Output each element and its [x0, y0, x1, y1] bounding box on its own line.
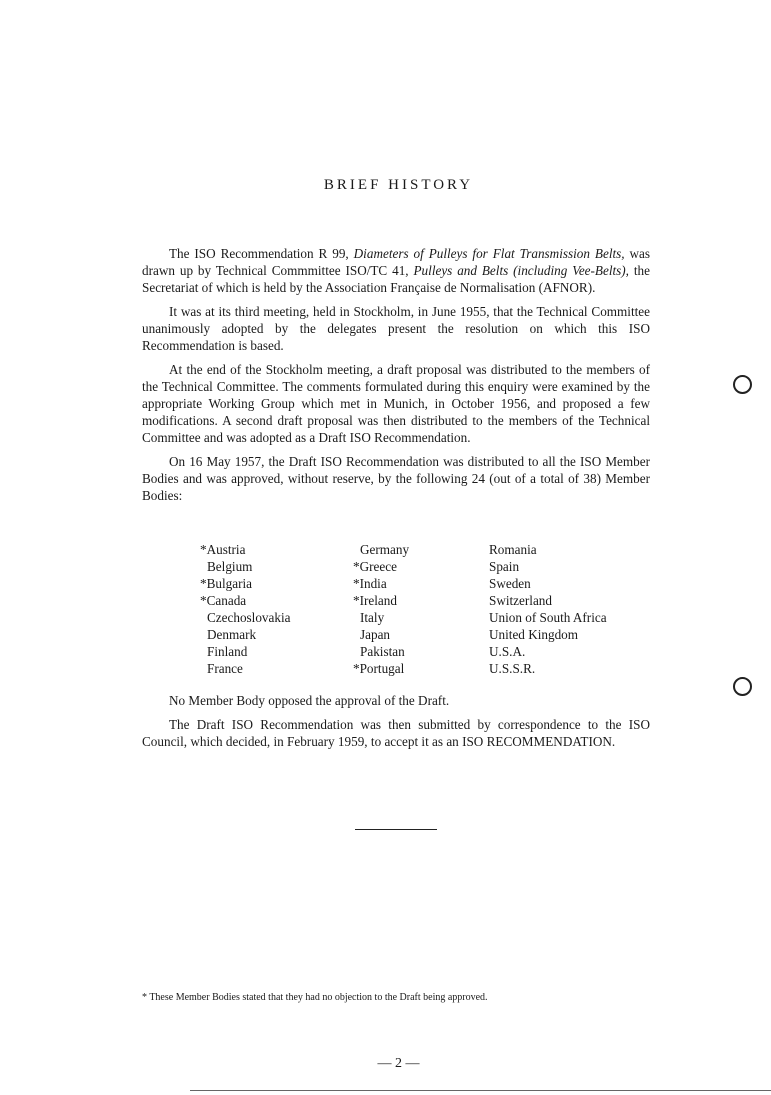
- country-item: *India: [353, 576, 387, 591]
- country-item: *Greece: [353, 559, 397, 574]
- country-item: Germany: [360, 542, 410, 557]
- bottom-edge-line: [190, 1090, 771, 1091]
- origin-text-3: the Secretariat of which is held by the Association Française de Normalisation (AFNOR).: [142, 263, 650, 295]
- page-number: — 2 —: [377, 1056, 420, 1071]
- origin-italic-title: Diameters of Pulleys for Flat Transmission Belts,: [353, 246, 625, 261]
- country-item: France: [207, 661, 243, 676]
- paragraph-no-opposition: No Member Body opposed the approval of the Draft.: [169, 693, 450, 708]
- country-item: Pakistan: [360, 644, 405, 659]
- country-column-3: [489, 541, 607, 677]
- paragraph-draft-proposal: At the end of the Stockholm meeting, a draft proposal was distributed to the members of the Technical Committee. The comments formulated during this enquiry were examined by the appropriate Working Group which met in Munich, in October 1956, and proposed a few modifications. A second draft proposal was then distributed to the members of the Technical Committee and was adopted as a Draft ISO Recommendation.: [142, 362, 650, 445]
- country-item: Union of South Africa: [489, 610, 607, 625]
- binder-hole-icon: [733, 375, 752, 394]
- country-item: United Kingdom: [489, 627, 579, 642]
- history-conclusion: [142, 692, 650, 757]
- history-body: [142, 245, 650, 504]
- country-item: U.S.A.: [489, 644, 526, 659]
- country-item: Spain: [489, 559, 520, 574]
- country-item: Switzerland: [489, 593, 552, 608]
- page-title: BRIEF HISTORY: [323, 177, 474, 193]
- paragraph-approval: On 16 May 1957, the Draft ISO Recommendation was distributed to all the ISO Member Bodies and was approved, without reserve, by the following 24 (out of a total of 38) Member Bodies:: [142, 454, 650, 503]
- country-item: Denmark: [207, 627, 257, 642]
- footnote: * These Member Bodies stated that they had no objection to the Draft being approved.: [142, 992, 488, 1003]
- country-item: Belgium: [207, 559, 253, 574]
- country-item: *Canada: [200, 593, 247, 608]
- country-column-1: [200, 541, 291, 677]
- country-item: Sweden: [489, 576, 531, 591]
- country-item: Italy: [360, 610, 385, 625]
- country-column-2: [353, 541, 409, 677]
- country-item: *Austria: [200, 542, 246, 557]
- country-item: Romania: [489, 542, 537, 557]
- origin-text-2: was drawn up by Technical Commmittee ISO/TC 41,: [142, 246, 651, 278]
- paragraph-council: The Draft ISO Recommendation was then submitted by correspondence to the ISO Council, which decided, in February 1959, to accept it as an ISO RECOMMENDATION.: [142, 717, 650, 749]
- country-item: *Ireland: [353, 593, 397, 608]
- country-item: Japan: [360, 627, 391, 642]
- binder-hole-icon: [733, 677, 752, 696]
- country-item: *Portugal: [353, 661, 405, 676]
- paragraph-stockholm: It was at its third meeting, held in Stockholm, in June 1955, that the Technical Committee unanimously adopted by the delegates present the resolution on which this ISO Recommendation is based.: [142, 304, 650, 353]
- country-item: U.S.S.R.: [489, 661, 536, 676]
- country-item: *Bulgaria: [200, 576, 253, 591]
- paragraph-origin: [142, 245, 650, 296]
- country-item: Czechoslovakia: [207, 610, 291, 625]
- section-divider: [355, 829, 437, 830]
- origin-text-1: The ISO Recommendation R 99,: [169, 246, 354, 261]
- country-item: Finland: [207, 644, 248, 659]
- origin-italic-committee: Pulleys and Belts (including Vee-Belts),: [413, 263, 629, 278]
